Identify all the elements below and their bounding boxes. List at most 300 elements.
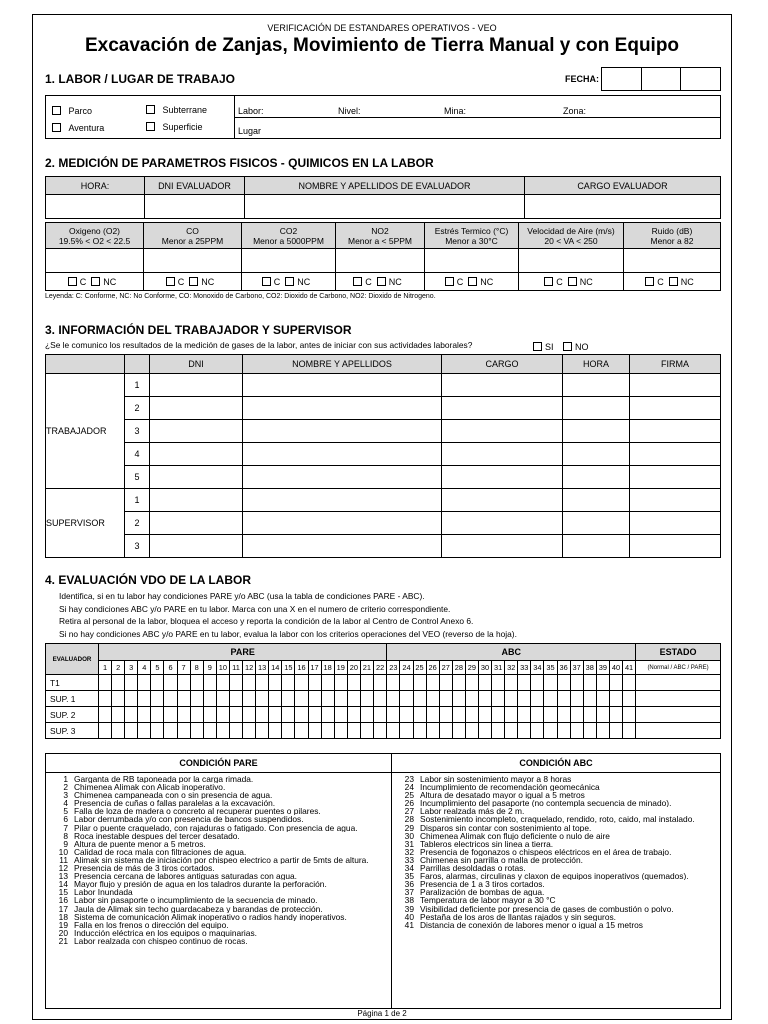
- criteria-mark-cell[interactable]: [190, 675, 203, 691]
- criteria-mark-cell[interactable]: [190, 723, 203, 739]
- criteria-mark-cell[interactable]: [321, 707, 334, 723]
- hora-cell[interactable]: [563, 374, 630, 397]
- condition-item: [392, 799, 720, 807]
- nombre-cell[interactable]: [243, 374, 442, 397]
- checkbox-c[interactable]: [166, 277, 175, 286]
- criteria-mark-cell[interactable]: [269, 675, 282, 691]
- condition-item: [46, 815, 390, 823]
- criteria-mark-cell[interactable]: [334, 707, 347, 723]
- hora-cell[interactable]: [563, 466, 630, 489]
- fecha-day-box[interactable]: [602, 68, 642, 90]
- param-estres-value[interactable]: [425, 249, 519, 273]
- criteria-mark-cell[interactable]: [216, 691, 229, 707]
- criteria-mark-cell[interactable]: [505, 691, 518, 707]
- condition-text: Falla de loza de madera o concreto al recuperar puentes o pilares.: [74, 807, 321, 816]
- criteria-mark-cell[interactable]: [413, 707, 426, 723]
- nombre-cell[interactable]: [243, 397, 442, 420]
- cargo-cell[interactable]: [442, 512, 563, 535]
- criteria-mark-cell[interactable]: [557, 675, 570, 691]
- checkbox-nc[interactable]: [91, 277, 100, 286]
- criteria-mark-cell[interactable]: [295, 675, 308, 691]
- criteria-mark-cell[interactable]: [439, 707, 452, 723]
- dni-cell[interactable]: [150, 397, 243, 420]
- condition-text: Paralización de bombas de agua.: [420, 888, 545, 897]
- firma-cell[interactable]: [630, 374, 721, 397]
- criteria-number: 25: [413, 661, 426, 675]
- criteria-mark-cell[interactable]: [125, 675, 138, 691]
- pare-conditions-title: CONDICIÓN PARE: [46, 754, 392, 773]
- condition-number: 9: [63, 839, 68, 848]
- dni-cell[interactable]: [150, 443, 243, 466]
- criteria-mark-cell[interactable]: [125, 691, 138, 707]
- criteria-mark-cell[interactable]: [478, 707, 491, 723]
- criteria-mark-cell[interactable]: [164, 675, 177, 691]
- criteria-number: 4: [138, 661, 151, 675]
- hora-cell[interactable]: [563, 443, 630, 466]
- criteria-mark-cell[interactable]: [99, 723, 112, 739]
- criteria-mark-cell[interactable]: [478, 691, 491, 707]
- criteria-mark-cell[interactable]: [492, 707, 505, 723]
- checkbox-nc[interactable]: [468, 277, 477, 286]
- criteria-mark-cell[interactable]: [570, 707, 583, 723]
- condition-item: [46, 888, 390, 896]
- condition-number: 7: [63, 823, 68, 832]
- checkbox-c[interactable]: [262, 277, 271, 286]
- firma-cell[interactable]: [630, 397, 721, 420]
- criteria-mark-cell[interactable]: [282, 691, 295, 707]
- criteria-mark-cell[interactable]: [334, 675, 347, 691]
- conformity-co: C NC: [144, 273, 242, 291]
- checkbox-nc[interactable]: [285, 277, 294, 286]
- criteria-mark-cell[interactable]: [518, 723, 531, 739]
- param-no2-value[interactable]: [336, 249, 425, 273]
- dni-cell[interactable]: [150, 374, 243, 397]
- nombre-evaluador-cell[interactable]: [245, 195, 525, 219]
- cargo-cell[interactable]: [442, 443, 563, 466]
- criteria-mark-cell[interactable]: [203, 691, 216, 707]
- condition-text: Calidad de roca mala con filtraciones de agua.: [74, 847, 247, 856]
- condition-item: [392, 921, 720, 929]
- criteria-mark-cell[interactable]: [269, 723, 282, 739]
- criteria-mark-cell[interactable]: [400, 723, 413, 739]
- condition-item: [46, 937, 390, 945]
- estado-cell[interactable]: [636, 691, 721, 707]
- criteria-mark-cell[interactable]: [334, 691, 347, 707]
- firma-cell[interactable]: [630, 512, 721, 535]
- criteria-mark-cell[interactable]: [216, 675, 229, 691]
- criteria-mark-cell[interactable]: [400, 691, 413, 707]
- hora-cell[interactable]: [563, 420, 630, 443]
- criteria-mark-cell[interactable]: [216, 723, 229, 739]
- criteria-mark-cell[interactable]: [596, 723, 609, 739]
- checkbox-c[interactable]: [353, 277, 362, 286]
- criteria-mark-cell[interactable]: [439, 691, 452, 707]
- condition-number: 35: [404, 872, 414, 881]
- condition-number: 37: [404, 888, 414, 897]
- dni-cell[interactable]: [150, 420, 243, 443]
- criteria-mark-cell[interactable]: [387, 675, 400, 691]
- criteria-mark-cell[interactable]: [164, 723, 177, 739]
- criteria-mark-cell[interactable]: [413, 675, 426, 691]
- criteria-mark-cell[interactable]: [99, 707, 112, 723]
- criteria-mark-cell[interactable]: [544, 675, 557, 691]
- criteria-mark-cell[interactable]: [557, 723, 570, 739]
- checkbox-c[interactable]: [445, 277, 454, 286]
- criteria-mark-cell[interactable]: [308, 707, 321, 723]
- checkbox-c[interactable]: [544, 277, 553, 286]
- criteria-number: 11: [229, 661, 242, 675]
- criteria-mark-cell[interactable]: [387, 707, 400, 723]
- criteria-number: 9: [203, 661, 216, 675]
- criteria-mark-cell[interactable]: [229, 675, 242, 691]
- fecha-year-box[interactable]: [681, 68, 720, 90]
- criteria-mark-cell[interactable]: [426, 675, 439, 691]
- criteria-mark-cell[interactable]: [269, 707, 282, 723]
- criteria-mark-cell[interactable]: [583, 691, 596, 707]
- criteria-mark-cell[interactable]: [190, 707, 203, 723]
- criteria-mark-cell[interactable]: [544, 707, 557, 723]
- criteria-mark-cell[interactable]: [609, 691, 622, 707]
- checkbox-superficie[interactable]: [146, 122, 155, 131]
- checkbox-si[interactable]: [533, 342, 542, 351]
- criteria-mark-cell[interactable]: [256, 675, 269, 691]
- criteria-mark-cell[interactable]: [583, 707, 596, 723]
- criteria-mark-cell[interactable]: [151, 723, 164, 739]
- criteria-mark-cell[interactable]: [151, 707, 164, 723]
- checkbox-c[interactable]: [645, 277, 654, 286]
- firma-cell[interactable]: [630, 443, 721, 466]
- criteria-mark-cell[interactable]: [190, 691, 203, 707]
- criteria-mark-cell[interactable]: [531, 707, 544, 723]
- condition-number: 3: [63, 791, 68, 800]
- condition-item: [46, 840, 390, 848]
- criteria-mark-cell[interactable]: [216, 707, 229, 723]
- criteria-mark-cell[interactable]: [99, 675, 112, 691]
- criteria-mark-cell[interactable]: [112, 675, 125, 691]
- param-ruido-value[interactable]: [624, 249, 721, 273]
- condition-number: 10: [58, 847, 68, 856]
- criteria-mark-cell[interactable]: [243, 691, 256, 707]
- firma-cell[interactable]: [630, 420, 721, 443]
- zona-field-label: Zona:: [563, 106, 587, 116]
- criteria-mark-cell[interactable]: [373, 707, 386, 723]
- nombre-cell[interactable]: [243, 535, 442, 558]
- criteria-mark-cell[interactable]: [426, 723, 439, 739]
- criteria-mark-cell[interactable]: [112, 723, 125, 739]
- criteria-mark-cell[interactable]: [387, 723, 400, 739]
- checkbox-subterraneo[interactable]: [146, 105, 155, 114]
- criteria-mark-cell[interactable]: [373, 691, 386, 707]
- criteria-mark-cell[interactable]: [256, 691, 269, 707]
- abc-conditions-title: CONDICIÓN ABC: [392, 754, 720, 773]
- criteria-mark-cell[interactable]: [609, 675, 622, 691]
- criteria-mark-cell[interactable]: [321, 723, 334, 739]
- criteria-mark-cell[interactable]: [229, 691, 242, 707]
- condition-text: Labor sin pasaporte o incumplimiento de la secuencia de minado.: [74, 896, 318, 905]
- criteria-mark-cell[interactable]: [492, 691, 505, 707]
- firma-cell[interactable]: [630, 489, 721, 512]
- criteria-mark-cell[interactable]: [99, 691, 112, 707]
- criteria-mark-cell[interactable]: [177, 723, 190, 739]
- criteria-mark-cell[interactable]: [465, 675, 478, 691]
- condition-item: [46, 856, 390, 864]
- criteria-mark-cell[interactable]: [452, 707, 465, 723]
- criteria-mark-cell[interactable]: [465, 691, 478, 707]
- criteria-mark-cell[interactable]: [544, 723, 557, 739]
- criteria-mark-cell[interactable]: [229, 723, 242, 739]
- param-co-value[interactable]: [144, 249, 242, 273]
- criteria-mark-cell[interactable]: [505, 707, 518, 723]
- criteria-mark-cell[interactable]: [518, 707, 531, 723]
- instruction-line: Retira al personal de la labor, bloquea el acceso y reporta la condición de la labor al Centro de Control Anexo 6.: [59, 616, 474, 627]
- criteria-mark-cell[interactable]: [373, 675, 386, 691]
- criteria-mark-cell[interactable]: [203, 723, 216, 739]
- criteria-mark-cell[interactable]: [112, 707, 125, 723]
- conformity-row: [46, 273, 721, 291]
- criteria-mark-cell[interactable]: [164, 691, 177, 707]
- labor-divider: [234, 117, 720, 118]
- instruction-line: Si hay condiciones ABC y/o PARE en tu labor. Marca con una X en el numero de criterio correspondiente.: [59, 603, 451, 614]
- criteria-mark-cell[interactable]: [125, 723, 138, 739]
- criteria-mark-cell[interactable]: [295, 707, 308, 723]
- criteria-mark-cell[interactable]: [282, 675, 295, 691]
- criteria-mark-cell[interactable]: [295, 691, 308, 707]
- dni-evaluador-cell[interactable]: [145, 195, 245, 219]
- criteria-mark-cell[interactable]: [557, 691, 570, 707]
- criteria-mark-cell[interactable]: [531, 675, 544, 691]
- criteria-mark-cell[interactable]: [269, 691, 282, 707]
- criteria-mark-cell[interactable]: [478, 723, 491, 739]
- checkbox-nc[interactable]: [568, 277, 577, 286]
- criteria-mark-cell[interactable]: [413, 691, 426, 707]
- cargo-evaluador-cell[interactable]: [525, 195, 721, 219]
- criteria-mark-cell[interactable]: [151, 691, 164, 707]
- criteria-mark-cell[interactable]: [360, 723, 373, 739]
- criteria-mark-cell[interactable]: [203, 675, 216, 691]
- criteria-mark-cell[interactable]: [164, 707, 177, 723]
- criteria-mark-cell[interactable]: [452, 675, 465, 691]
- criteria-mark-cell[interactable]: [505, 723, 518, 739]
- criteria-number: 21: [360, 661, 373, 675]
- criteria-mark-cell[interactable]: [138, 707, 151, 723]
- hora-header: HORA:: [46, 177, 145, 195]
- criteria-mark-cell[interactable]: [426, 707, 439, 723]
- nombre-cell[interactable]: [243, 489, 442, 512]
- checkbox-aventura[interactable]: [52, 123, 61, 132]
- checkbox-parco[interactable]: [52, 106, 61, 115]
- checkbox-nc[interactable]: [377, 277, 386, 286]
- criteria-mark-cell[interactable]: [505, 675, 518, 691]
- nombre-cell[interactable]: [243, 443, 442, 466]
- checkbox-c[interactable]: [68, 277, 77, 286]
- criteria-mark-cell[interactable]: [138, 691, 151, 707]
- criteria-mark-cell[interactable]: [112, 691, 125, 707]
- criteria-mark-cell[interactable]: [177, 691, 190, 707]
- criteria-number: 24: [400, 661, 413, 675]
- criteria-mark-cell[interactable]: [347, 675, 360, 691]
- criteria-mark-cell[interactable]: [518, 675, 531, 691]
- criteria-mark-cell[interactable]: [439, 723, 452, 739]
- criteria-mark-cell[interactable]: [465, 707, 478, 723]
- cargo-cell[interactable]: [442, 397, 563, 420]
- criteria-mark-cell[interactable]: [609, 707, 622, 723]
- criteria-mark-cell[interactable]: [360, 691, 373, 707]
- criteria-mark-cell[interactable]: [321, 675, 334, 691]
- criteria-mark-cell[interactable]: [623, 707, 636, 723]
- criteria-mark-cell[interactable]: [583, 723, 596, 739]
- firma-cell[interactable]: [630, 466, 721, 489]
- condition-text: Labor derrumbada y/o con presencia de bancos suspendidos.: [74, 815, 304, 824]
- criteria-number: 35: [544, 661, 557, 675]
- criteria-mark-cell[interactable]: [243, 707, 256, 723]
- condition-item: [392, 864, 720, 872]
- criteria-mark-cell[interactable]: [518, 691, 531, 707]
- condition-number: 26: [404, 799, 414, 808]
- criteria-mark-cell[interactable]: [439, 675, 452, 691]
- nombre-cell[interactable]: [243, 466, 442, 489]
- criteria-mark-cell[interactable]: [492, 675, 505, 691]
- dni-cell[interactable]: [150, 466, 243, 489]
- conformity-estres: C NC: [425, 273, 519, 291]
- criteria-mark-cell[interactable]: [282, 707, 295, 723]
- fecha-month-box[interactable]: [642, 68, 682, 90]
- criteria-mark-cell[interactable]: [151, 675, 164, 691]
- hora-cell[interactable]: [46, 195, 145, 219]
- criteria-mark-cell[interactable]: [478, 675, 491, 691]
- criteria-mark-cell[interactable]: [321, 691, 334, 707]
- estado-cell[interactable]: [636, 723, 721, 739]
- criteria-mark-cell[interactable]: [347, 691, 360, 707]
- criteria-mark-cell[interactable]: [125, 707, 138, 723]
- condition-item: [46, 807, 390, 815]
- criteria-mark-cell[interactable]: [334, 723, 347, 739]
- criteria-mark-cell[interactable]: [243, 723, 256, 739]
- criteria-mark-cell[interactable]: [282, 723, 295, 739]
- param-oxigeno-value[interactable]: [46, 249, 144, 273]
- criteria-mark-cell[interactable]: [583, 675, 596, 691]
- criteria-mark-cell[interactable]: [308, 675, 321, 691]
- hora-cell[interactable]: [563, 535, 630, 558]
- condition-text: Labor realzada más de 2 m.: [420, 807, 525, 816]
- criteria-mark-cell[interactable]: [596, 675, 609, 691]
- estado-cell[interactable]: [636, 707, 721, 723]
- criteria-mark-cell[interactable]: [308, 691, 321, 707]
- criteria-mark-cell[interactable]: [544, 691, 557, 707]
- param-co2-value[interactable]: [242, 249, 336, 273]
- criteria-mark-cell[interactable]: [256, 723, 269, 739]
- condition-text: Presencia cercana de labores antiguas saturadas con agua.: [74, 872, 298, 881]
- param-velocidad-value[interactable]: [519, 249, 624, 273]
- condition-text: Sostenimiento incompleto, craquelado, rendido, roto, caido, mal instalado.: [420, 815, 695, 824]
- criteria-mark-cell[interactable]: [400, 675, 413, 691]
- criteria-mark-cell[interactable]: [570, 691, 583, 707]
- criteria-mark-cell[interactable]: [413, 723, 426, 739]
- dni-cell[interactable]: [150, 535, 243, 558]
- criteria-mark-cell[interactable]: [243, 675, 256, 691]
- criteria-mark-cell[interactable]: [295, 723, 308, 739]
- conformity-ruido: C NC: [624, 273, 721, 291]
- checkbox-nc[interactable]: [189, 277, 198, 286]
- checkbox-no[interactable]: [563, 342, 572, 351]
- dni-cell[interactable]: [150, 489, 243, 512]
- criteria-mark-cell[interactable]: [400, 707, 413, 723]
- criteria-number: 34: [531, 661, 544, 675]
- criteria-mark-cell[interactable]: [609, 723, 622, 739]
- criteria-mark-cell[interactable]: [596, 707, 609, 723]
- criteria-mark-cell[interactable]: [360, 707, 373, 723]
- criteria-mark-cell[interactable]: [387, 691, 400, 707]
- cargo-cell[interactable]: [442, 535, 563, 558]
- hora-cell[interactable]: [563, 512, 630, 535]
- dni-cell[interactable]: [150, 512, 243, 535]
- row-number: 1: [125, 489, 150, 512]
- criteria-mark-cell[interactable]: [570, 675, 583, 691]
- criteria-mark-cell[interactable]: [347, 707, 360, 723]
- criteria-mark-cell[interactable]: [426, 691, 439, 707]
- criteria-mark-cell[interactable]: [531, 691, 544, 707]
- criteria-mark-cell[interactable]: [492, 723, 505, 739]
- condition-number: 40: [404, 912, 414, 921]
- criteria-mark-cell[interactable]: [596, 691, 609, 707]
- criteria-mark-cell[interactable]: [308, 723, 321, 739]
- row-number: 3: [125, 535, 150, 558]
- criteria-mark-cell[interactable]: [623, 723, 636, 739]
- nombre-cell[interactable]: [243, 512, 442, 535]
- criteria-mark-cell[interactable]: [570, 723, 583, 739]
- criteria-mark-cell[interactable]: [229, 707, 242, 723]
- row-number: 5: [125, 466, 150, 489]
- hora-cell[interactable]: [563, 489, 630, 512]
- criteria-mark-cell[interactable]: [623, 675, 636, 691]
- criteria-mark-cell[interactable]: [256, 707, 269, 723]
- criteria-mark-cell[interactable]: [452, 723, 465, 739]
- instruction-line: Identifica, si en tu labor hay condiciones PARE y/o ABC (usa la tabla de condiciones PARE - ABC).: [59, 591, 425, 601]
- checkbox-nc[interactable]: [669, 277, 678, 286]
- condition-text: Distancia de conexión de labores menor o igual a 15 metros: [420, 920, 643, 929]
- criteria-mark-cell[interactable]: [557, 707, 570, 723]
- criteria-number: 16: [295, 661, 308, 675]
- cargo-cell[interactable]: [442, 374, 563, 397]
- cargo-cell[interactable]: [442, 466, 563, 489]
- criteria-mark-cell[interactable]: [623, 691, 636, 707]
- condition-number: 29: [404, 823, 414, 832]
- criteria-mark-cell[interactable]: [452, 691, 465, 707]
- labor-box: [45, 95, 721, 139]
- condition-text: Mayor flujo y presión de agua en los taladros durante la perforación.: [74, 880, 327, 889]
- estado-cell[interactable]: [636, 675, 721, 691]
- param-oxigeno-header: Oxigeno (O2) 19.5% < O2 < 22.5: [46, 223, 144, 249]
- criteria-mark-cell[interactable]: [531, 723, 544, 739]
- condition-text: Inducción eléctrica en los equipos o maquinarias.: [74, 928, 257, 937]
- condition-text: Presencia de fogonazos o chispeos eléctricos en el área de trabajo.: [420, 847, 672, 856]
- criteria-mark-cell[interactable]: [177, 675, 190, 691]
- criteria-mark-cell[interactable]: [138, 723, 151, 739]
- hora-cell[interactable]: [563, 397, 630, 420]
- criteria-mark-cell[interactable]: [347, 723, 360, 739]
- firma-cell[interactable]: [630, 535, 721, 558]
- criteria-mark-cell[interactable]: [373, 723, 386, 739]
- cargo-cell[interactable]: [442, 489, 563, 512]
- criteria-mark-cell[interactable]: [360, 675, 373, 691]
- criteria-mark-cell[interactable]: [465, 723, 478, 739]
- criteria-mark-cell[interactable]: [203, 707, 216, 723]
- row-number: 2: [125, 397, 150, 420]
- nombre-cell[interactable]: [243, 420, 442, 443]
- criteria-mark-cell[interactable]: [177, 707, 190, 723]
- criteria-mark-cell[interactable]: [138, 675, 151, 691]
- condition-item: [46, 905, 390, 913]
- cargo-cell[interactable]: [442, 420, 563, 443]
